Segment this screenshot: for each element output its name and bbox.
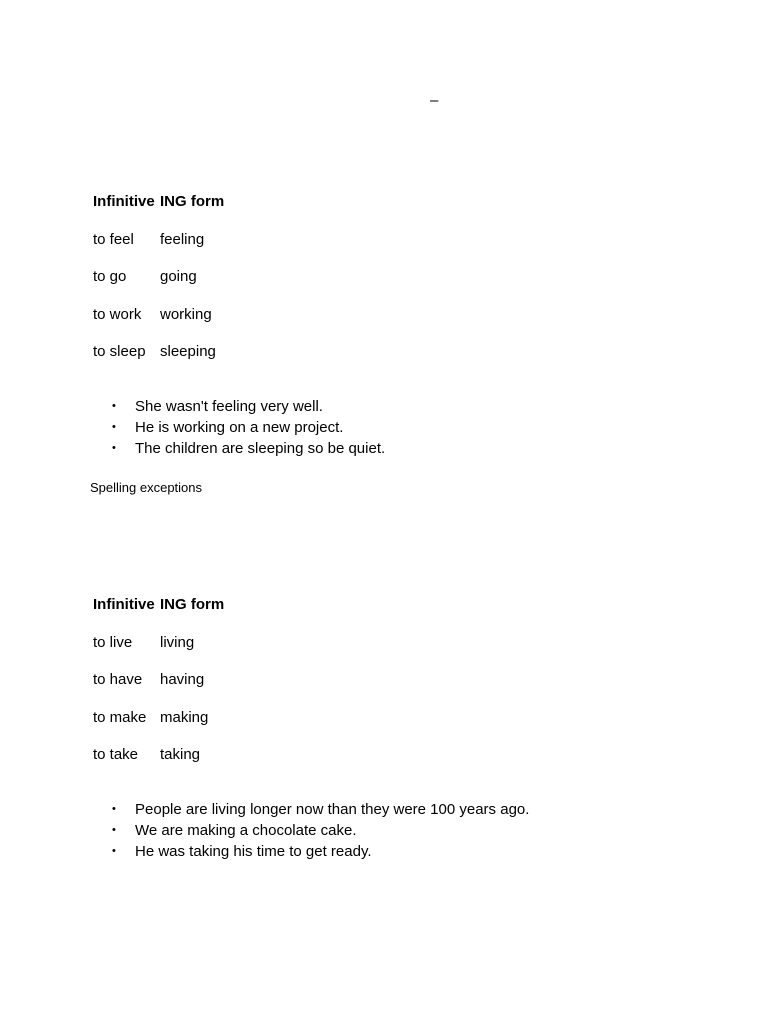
bullet-icon: •: [112, 400, 116, 412]
example-sentence: He was taking his time to get ready.: [135, 843, 372, 860]
ing-cell: having: [160, 671, 205, 688]
bullet-icon: •: [112, 803, 116, 815]
infinitive-cell: to feel: [93, 230, 134, 248]
infinitive-cell: to have: [93, 671, 143, 688]
infinitive-cell: to go: [93, 268, 127, 285]
header-infinitive: Infinitive: [93, 193, 155, 210]
header-infinitive: Infinitive: [93, 596, 155, 613]
infinitive-cell: to sleep: [93, 343, 146, 360]
spelling-exceptions-note: Spelling exceptions: [90, 480, 203, 495]
ing-cell: working: [160, 305, 212, 323]
example-sentence: She wasn't feeling very well.: [135, 398, 323, 415]
example-sentence: He is working on a new project.: [135, 419, 344, 436]
header-ing-form: ING form: [160, 193, 225, 210]
list-item: [108, 799, 529, 820]
top-dash-mark: –: [430, 92, 439, 109]
ing-cell: making: [160, 708, 209, 726]
example-sentence: We are making a chocolate cake.: [135, 822, 357, 839]
example-sentence: The children are sleeping so be quiet.: [135, 440, 386, 457]
infinitive-cell: to work: [93, 305, 142, 323]
ing-cell: feeling: [160, 230, 205, 248]
bullet-icon: •: [112, 824, 116, 836]
ing-cell: sleeping: [160, 343, 216, 360]
bullet-icon: •: [112, 442, 116, 454]
ing-cell: going: [160, 268, 197, 285]
example-list-exceptions: [108, 799, 529, 862]
ing-cell: living: [160, 633, 195, 651]
list-item: [108, 396, 385, 417]
list-item: [108, 438, 385, 459]
example-sentence: People are living longer now than they were 100 years ago.: [135, 801, 530, 818]
list-item: [108, 820, 529, 841]
bullet-icon: •: [112, 421, 116, 433]
bullet-icon: •: [112, 845, 116, 857]
infinitive-cell: to take: [93, 746, 139, 763]
infinitive-cell: to live: [93, 633, 133, 651]
ing-cell: taking: [160, 746, 201, 763]
infinitive-cell: to make: [93, 708, 147, 726]
list-item: [108, 841, 529, 862]
header-ing-form: ING form: [160, 596, 225, 613]
list-item: [108, 417, 385, 438]
example-list-regular: [108, 396, 385, 459]
